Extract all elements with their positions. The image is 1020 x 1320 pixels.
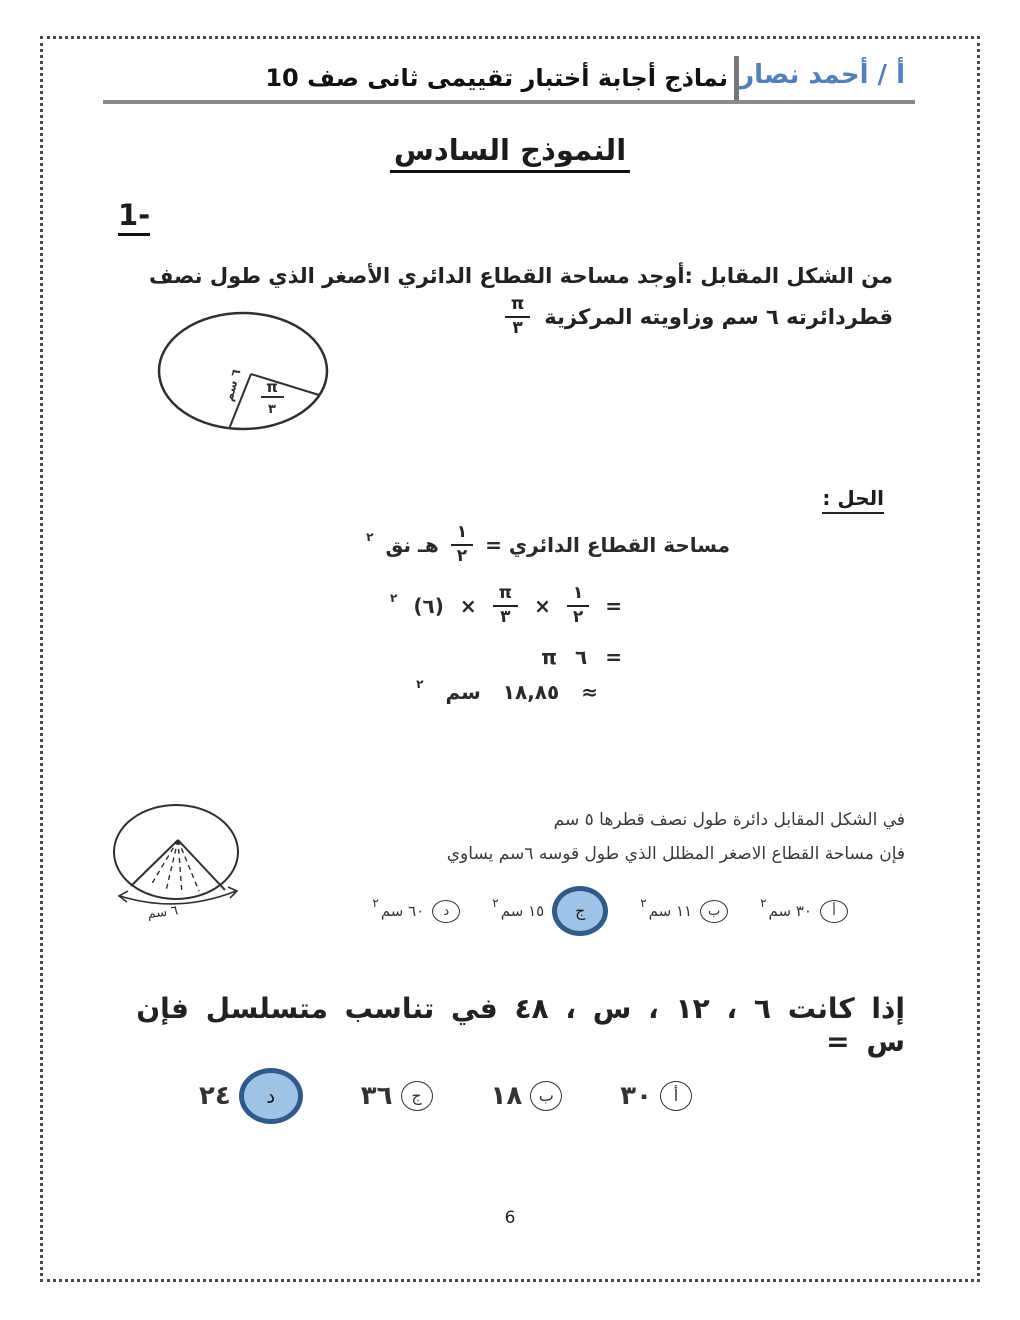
solution-line4: ≈ ١٨,٨٥ سم ٢ <box>416 677 598 704</box>
arc-length-label: ٦ سم <box>146 903 179 922</box>
document-title: نماذج أجابة أختبار تقييمى ثانى صف 10 <box>265 64 728 92</box>
problem3-choices <box>199 1068 692 1124</box>
solution-line2: = $\frac{١}{٢}$ × $\frac{\pi}{٣}$ × (٦) ٢ <box>390 583 622 627</box>
choice-value: ١٥ سم ٢ <box>492 896 545 920</box>
choice-value: ١٨ <box>490 1081 523 1111</box>
solution-line1: مساحة القطاع الدائري = $\frac{١}{٢}$ هـ نق ٢ <box>366 522 730 566</box>
choice-letter-circle: ج <box>401 1081 433 1111</box>
choice-b <box>640 896 728 923</box>
choice-value: ٢٤ <box>199 1081 231 1111</box>
problem2-line2: فإن مساحة القطاع الاصغر المظلل الذي طول قوسه ٦سم يساوي <box>446 844 905 864</box>
section-title: النموذج السادس <box>0 133 1020 167</box>
problem1-line1: من الشكل المقابل :أوجد مساحة القطاع الدائري الأصغر الذي طول نصف <box>148 264 893 288</box>
problem3-text: إذا كانت ٦ ، ١٢ ، س ، ٤٨ في تناسب متسلسل فإن س = <box>136 992 905 1058</box>
solution-heading: الحل : <box>822 486 884 514</box>
choice-a <box>760 896 848 923</box>
half-fraction: $\frac{١}{٢}$ <box>451 524 473 566</box>
choice-letter-circle: أ <box>660 1081 692 1111</box>
choice-value: ٣٠ سم ٢ <box>760 896 812 920</box>
arc-length-arrow <box>120 891 236 904</box>
half-fraction: $\frac{١}{٢}$ <box>567 585 589 627</box>
circle-sector-diagram-1 <box>148 298 348 450</box>
shading-line <box>178 840 182 894</box>
choice-letter-circle: أ <box>820 900 848 923</box>
header-rule <box>103 100 915 104</box>
header-divider <box>734 56 739 104</box>
choice-value: ٦٠ سم ٢ <box>372 896 425 920</box>
problem2-choices <box>372 886 848 936</box>
choice-d <box>372 896 460 923</box>
choice-c-selected <box>492 886 608 936</box>
sector-radius-right <box>251 374 319 395</box>
sector-angle-den: ٣ <box>268 402 276 417</box>
pi-thirds-fraction: $\frac{\pi}{٣}$ <box>493 585 518 627</box>
choice-letter-circle: ب <box>530 1081 562 1111</box>
choice-d-selected <box>199 1068 303 1124</box>
choice-letter-circle: د <box>432 900 460 923</box>
sector-radius-right <box>178 840 225 890</box>
problem1-line2: قطردائرته ٦ سم وزاويته المركزية $\frac{\pi}{٣}$ <box>123 296 893 338</box>
choice-c <box>361 1081 433 1111</box>
choice-value: ٣٠ <box>620 1081 652 1111</box>
shading-line <box>166 840 178 891</box>
angle-fraction: $\frac{\pi}{٣}$ <box>505 296 530 338</box>
choice-a <box>620 1081 692 1111</box>
sector-angle-num: π <box>266 378 278 396</box>
choice-letter-circle: ب <box>700 900 728 923</box>
choice-value: ٣٦ <box>360 1081 393 1111</box>
radius-length-label: ٦ سم <box>221 367 244 403</box>
question-number: 1- <box>118 198 150 236</box>
selected-answer-circle: د <box>239 1068 303 1124</box>
problem2-line1: في الشكل المقابل دائرة طول نصف قطرها ٥ سم <box>553 810 905 830</box>
shading-line <box>178 840 199 891</box>
selected-answer-circle: ج <box>552 886 608 936</box>
problem2-text <box>285 803 905 871</box>
choice-value: ١١ سم ٢ <box>640 896 693 920</box>
circle-sector-diagram-2 <box>106 790 266 940</box>
solution-line3: = ٦ π <box>541 645 622 669</box>
teacher-name: أ / أحمد نصار <box>739 60 905 90</box>
choice-b <box>491 1081 563 1111</box>
page-number: 6 <box>504 1208 516 1228</box>
